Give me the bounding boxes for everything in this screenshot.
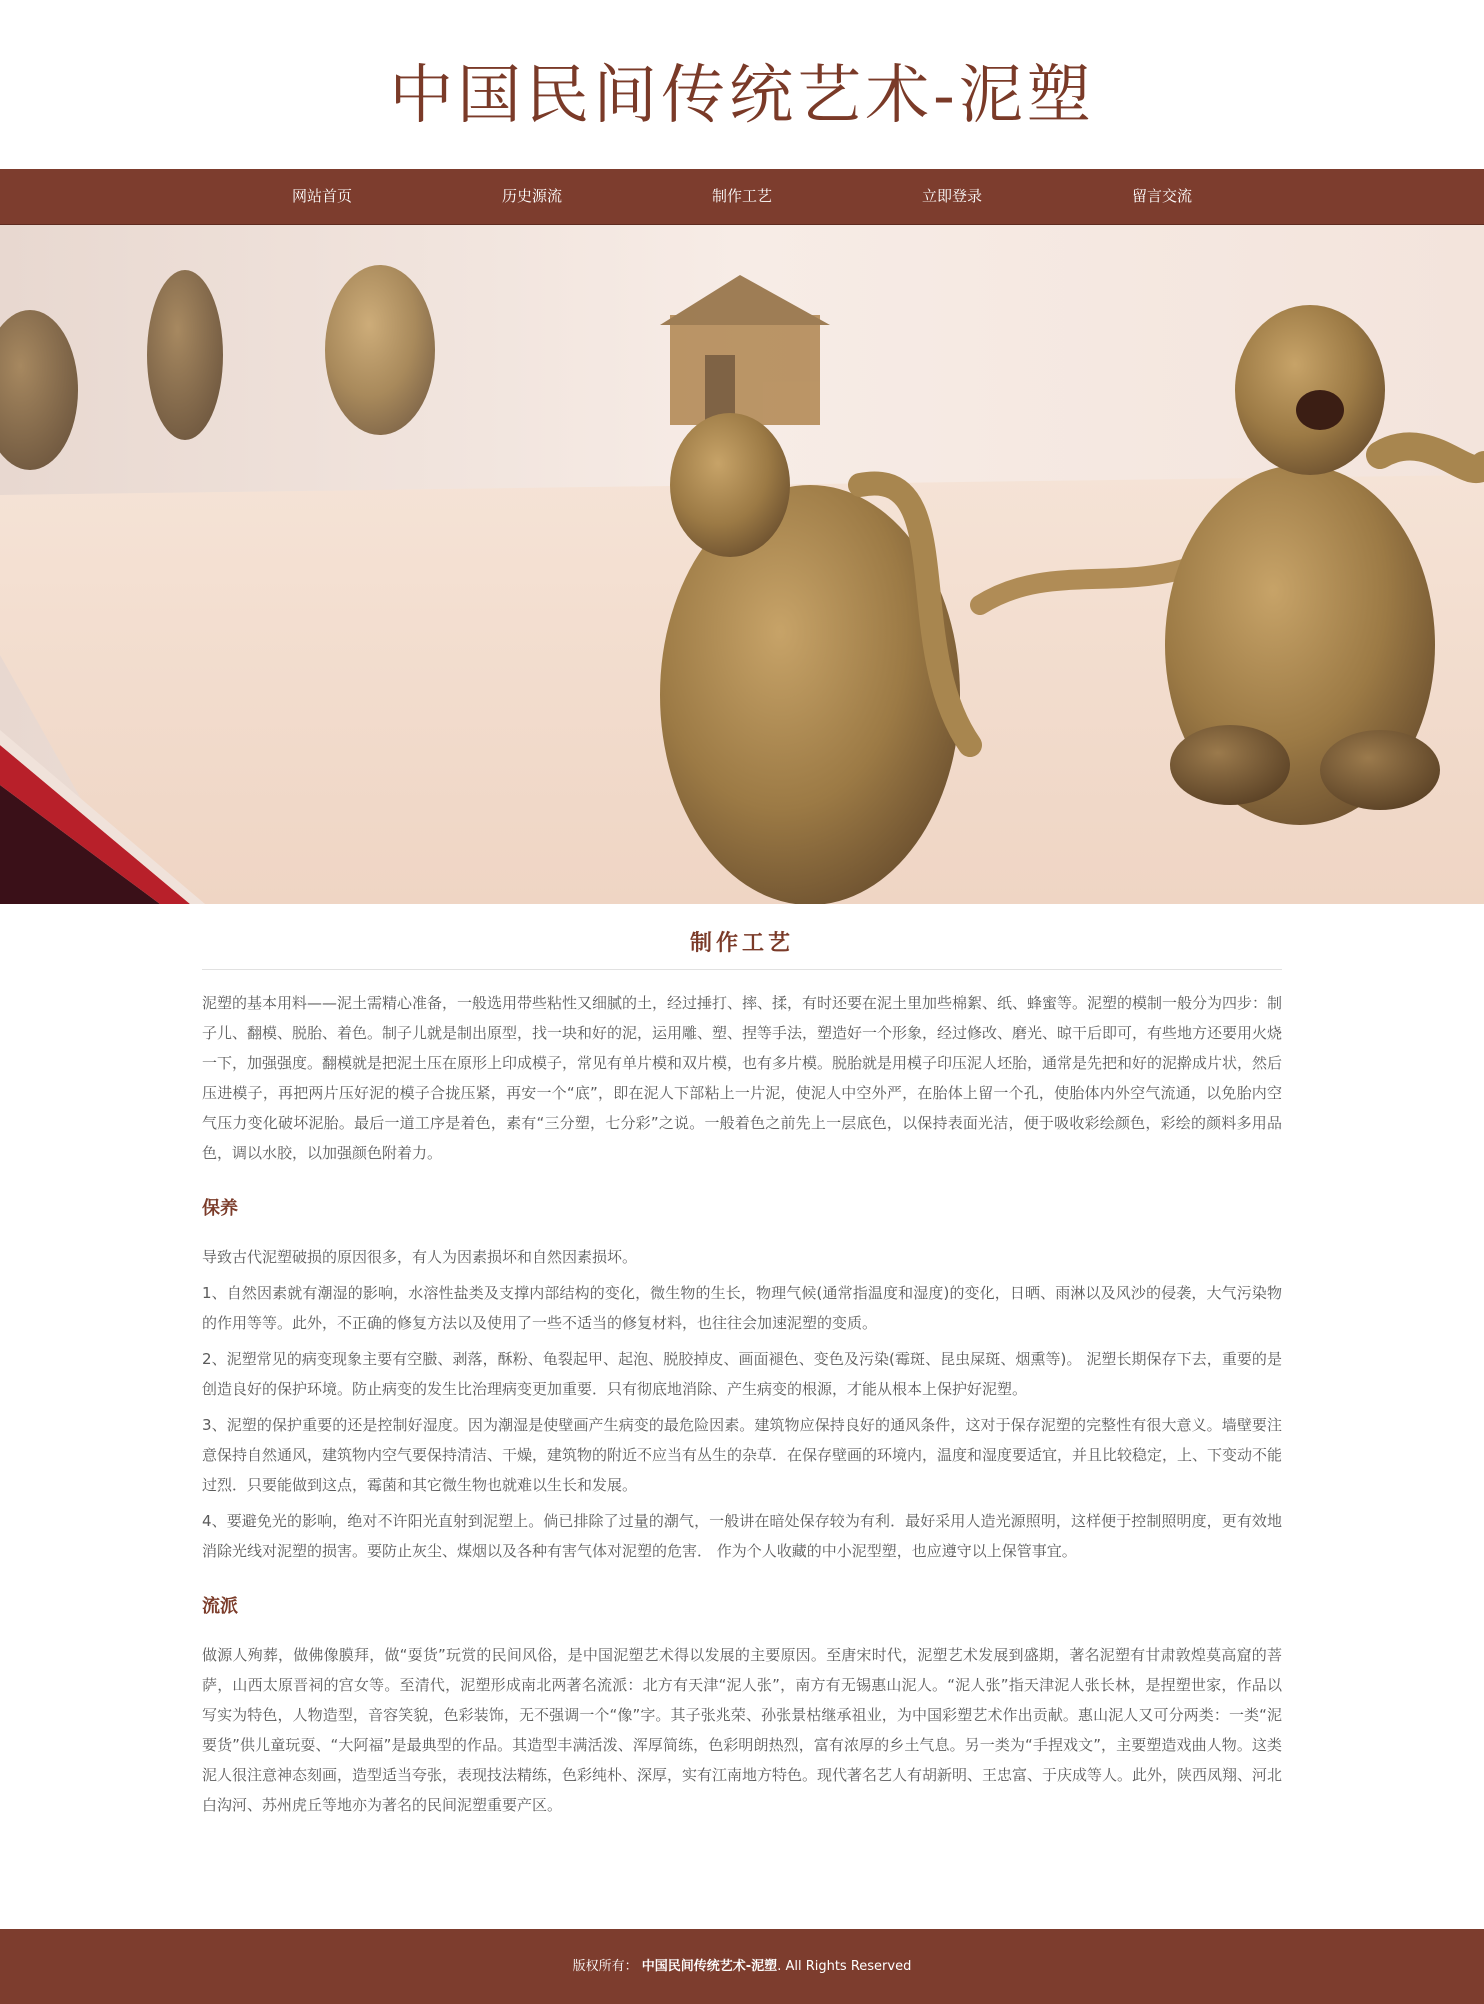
footer-rights: . All Rights Reserved xyxy=(777,1959,912,1974)
list-item: 3、泥塑的保护重要的还是控制好湿度。因为潮湿是使壁画产生病变的最危险因素。建筑物应保持良好的通风条件，这对于保存泥塑的完整性有很大意义。墙壁要注意保持自然通风，建筑物内空气要保持清洁、干燥，建筑物的附近不应当有丛生的杂草．在保存壁画的环境内，温度和湿度要适宜，并且比较稳定，上、下变动不能过烈．只要能做到这点，霉菌和其它微生物也就难以生长和发展。 xyxy=(202,1416,1283,1494)
maintenance-list xyxy=(202,1242,1282,1566)
list-item: 1、自然因素就有潮湿的影响，水溶性盐类及支撑内部结构的变化，微生物的生长，物理气候(通常指温度和湿度)的变化，日晒、雨淋以及风沙的侵袭，大气污染物的作用等等。此外，不正确的修复方法以及使用了一些不适当的修复材料，也往往会加速泥塑的变质。 xyxy=(202,1284,1282,1332)
section-title: 制作工艺 xyxy=(202,926,1282,970)
footer-site-name: 中国民间传统艺术-泥塑 xyxy=(641,1959,778,1974)
nav-login[interactable]: 立即登录 xyxy=(921,187,982,205)
schools-paragraph: 做源人殉葬，做佛像膜拜，做“耍货”玩赏的民间风俗，是中国泥塑艺术得以发展的主要原因。至唐宋时代，泥塑艺术发展到盛期，著名泥塑有甘肃敦煌莫高窟的菩萨，山西太原晋祠的宫女等。至清代，泥塑形成南北两著名流派：北方有天津“泥人张”，南方有无锡惠山泥人。“泥人张”指天津泥人张长林，是捏塑世家，作品以写实为特色，人物造型，音容笑貌，色彩装饰，无不强调一个“像”字。其子张兆荣、孙张景枯继承祖业，为中国彩塑艺术作出贡献。惠山泥人又可分两类：一类“泥要货”供儿童玩耍、“大阿福”是最典型的作品。其造型丰满活泼、浑厚简练，色彩明朗热烈，富有浓厚的乡土气息。另一类为“手捏戏文”，主要塑造戏曲人物。这类泥人很注意神态刻画，造型适当夸张，表现技法精练，色彩纯朴、深厚，实有江南地方特色。现代著名艺人有胡新明、王忠富、于庆成等人。此外，陕西凤翔、河北白沟河、苏州虎丘等地亦为著名的民间泥塑重要产区。 xyxy=(202,1646,1283,1814)
site-title: 中国民间传统艺术-泥塑 xyxy=(389,59,1095,133)
site-header xyxy=(0,0,1484,169)
main-nav xyxy=(0,169,1484,225)
list-item: 4、要避免光的影响，绝对不许阳光直射到泥塑上。倘已排除了过量的潮气，一般讲在暗处保存较为有利．最好采用人造光源照明，这样便于控制照明度，更有效地消除光线对泥塑的损害。要防止灰尘、煤烟以及各种有害气体对泥塑的危害． 作为个人收藏的中小泥型塑，也应遵守以上保管事宜。 xyxy=(202,1512,1282,1560)
maintenance-heading: 保养 xyxy=(202,1198,238,1219)
intro-paragraph: 泥塑的基本用料——泥土需精心准备，一般选用带些粘性又细腻的土，经过捶打、摔、揉，有时还要在泥土里加些棉絮、纸、蜂蜜等。泥塑的模制一般分为四步：制子儿、翻模、脱胎、着色。制子儿就是制出原型，找一块和好的泥，运用雕、塑、捏等手法，塑造好一个形象，经过修改、磨光、晾干后即可，有些地方还要用火烧一下，加强强度。翻模就是把泥土压在原形上印成模子，常见有单片模和双片模，也有多片模。脱胎就是用模子印压泥人坯胎，通常是先把和好的泥擀成片状，然后压进模子，再把两片压好泥的模子合拢压紧，再安一个“底”，即在泥人下部粘上一片泥，使泥人中空外严，在胎体上留一个孔，使胎体内外空气流通，以免胎内空气压力变化破坏泥胎。最后一道工序是着色，素有“三分塑，七分彩”之说。一般着色之前先上一层底色，以保持表面光洁，便于吸收彩绘颜色，彩绘的颜料多用品色，调以水胶，以加强颜色附着力。 xyxy=(202,994,1283,1162)
list-item: 2、泥塑常见的病变现象主要有空臌、剥落，酥粉、龟裂起甲、起泡、脱胶掉皮、画面褪色、变色及污染(霉斑、昆虫屎斑、烟熏等)。 泥塑长期保存下去，重要的是创造良好的保护环境。防止病变的发生比治理病变更加重要．只有彻底地消除、产生病变的根源，才能从根本上保护好泥塑。 xyxy=(202,1350,1282,1398)
site-footer xyxy=(0,1929,1484,2004)
clay-figurines-photo xyxy=(0,225,1484,904)
main-content xyxy=(202,904,1282,1820)
footer-copyright-prefix: 版权所有： xyxy=(572,1959,638,1974)
nav-home[interactable]: 网站首页 xyxy=(291,187,352,205)
maintenance-lead: 导致古代泥塑破损的原因很多，有人为因素损坏和自然因素损坏。 xyxy=(202,1248,638,1266)
nav-history[interactable]: 历史源流 xyxy=(501,187,562,205)
hero-banner-image xyxy=(0,225,1484,904)
schools-heading: 流派 xyxy=(202,1596,238,1617)
nav-craft[interactable]: 制作工艺 xyxy=(711,187,772,205)
nav-messages[interactable]: 留言交流 xyxy=(1131,187,1192,205)
